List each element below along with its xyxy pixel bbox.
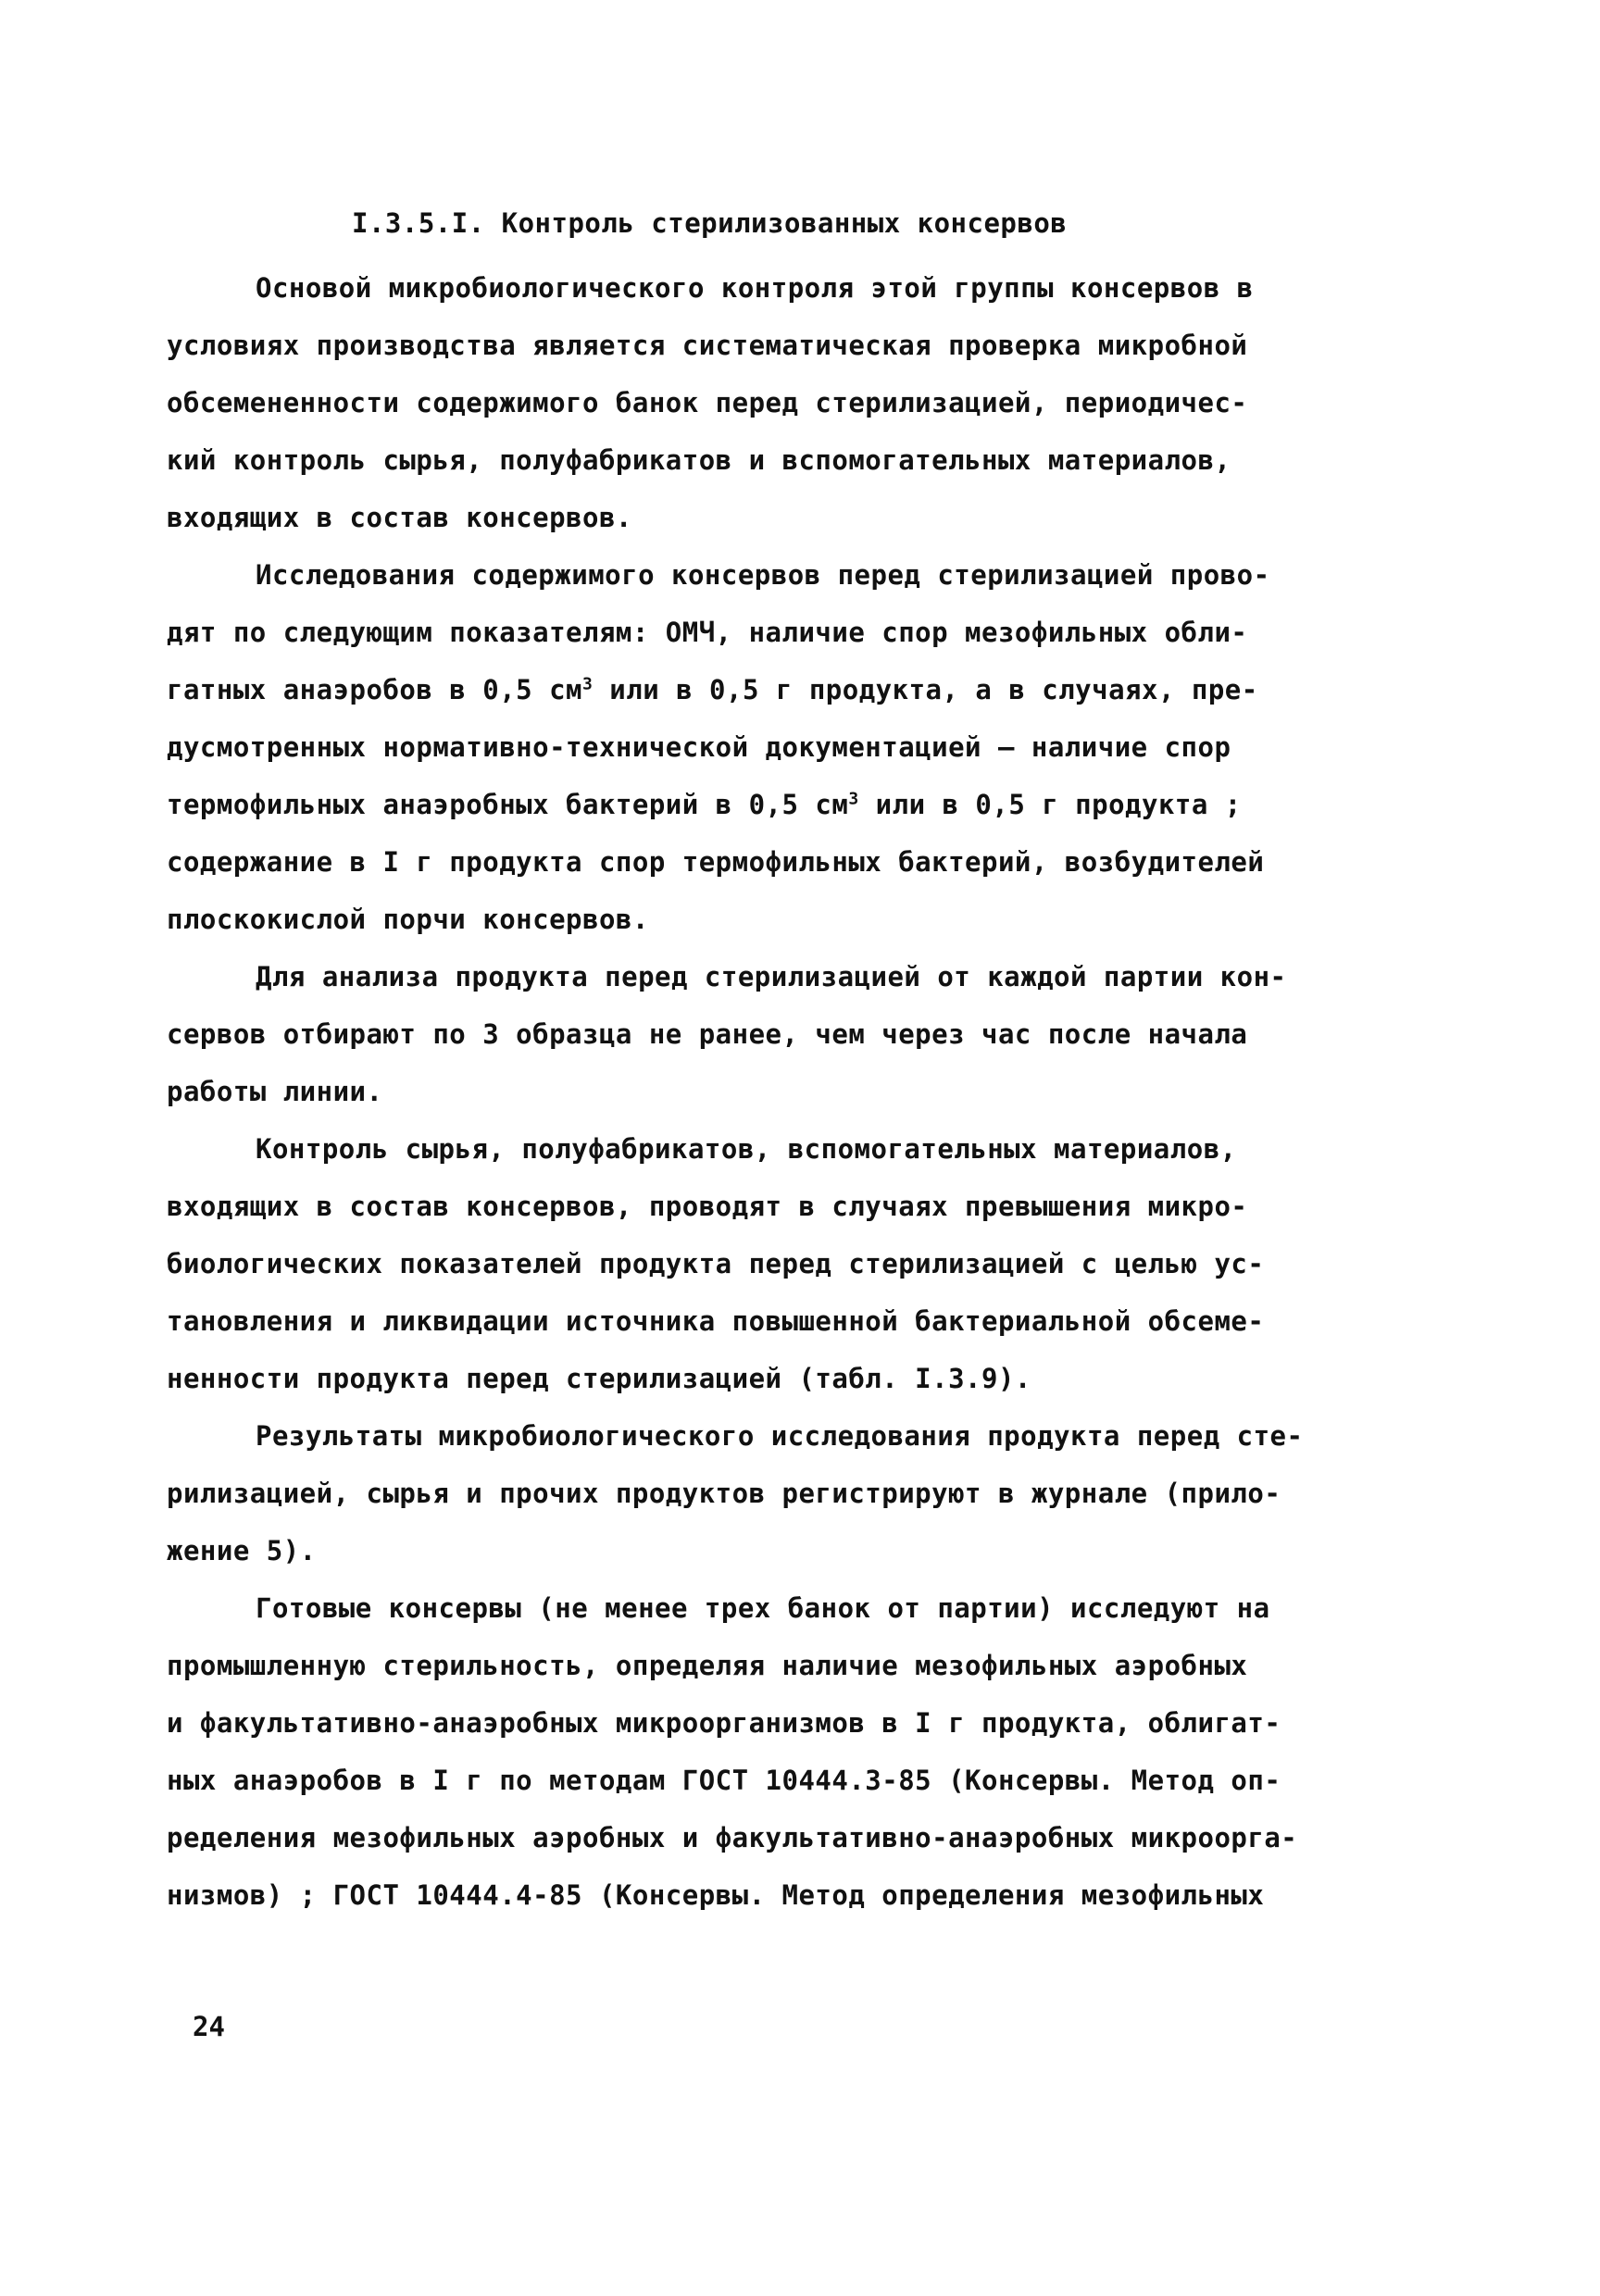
text-line	[167, 661, 1426, 718]
text-line	[167, 1752, 1426, 1809]
superscript: 3	[582, 674, 594, 694]
text-line	[167, 1866, 1426, 1924]
text-line-segment: ределения мезофильных аэробных и факультативно-анаэробных микроорга-	[167, 1822, 1298, 1853]
text-line	[167, 1178, 1426, 1235]
text-line	[167, 948, 1426, 1005]
text-line	[167, 1694, 1426, 1752]
text-line-segment: или в 0,5 г продукта ;	[858, 789, 1242, 820]
text-line-segment: или в 0,5 г продукта, а в случаях, пре-	[593, 674, 1258, 705]
text-line	[167, 1809, 1426, 1866]
text-line-segment: Контроль сырья, полуфабрикатов, вспомогательных материалов,	[256, 1133, 1237, 1165]
text-line	[167, 1120, 1426, 1178]
text-line	[167, 317, 1426, 374]
text-line-segment: Исследования содержимого консервов перед стерилизацией прово-	[256, 559, 1270, 591]
text-line-segment: тановления и ликвидации источника повышенной бактериальной обсеме-	[167, 1305, 1265, 1337]
text-line	[167, 891, 1426, 948]
text-line-segment: условиях производства является систематическая проверка микробной	[167, 330, 1248, 361]
section-heading: I.3.5.I. Контроль стерилизованных консервов	[352, 207, 1068, 239]
text-line-segment: обсемененности содержимого банок перед стерилизацией, периодичес-	[167, 387, 1248, 418]
text-line	[167, 1350, 1426, 1407]
text-line	[167, 1005, 1426, 1063]
text-line	[167, 718, 1426, 776]
text-line-segment: кий контроль сырья, полуфабрикатов и вспомогательных материалов,	[167, 444, 1231, 476]
text-line-segment: Основой микробиологического контроля этой группы консервов в	[256, 272, 1254, 304]
text-line-segment: гатных анаэробов в 0,5 см	[167, 674, 582, 705]
text-line	[167, 604, 1426, 661]
text-line	[167, 1292, 1426, 1350]
text-line	[167, 259, 1426, 317]
text-line-segment: термофильных анаэробных бактерий в 0,5 см	[167, 789, 849, 820]
text-line-segment: Для анализа продукта перед стерилизацией от каждой партии кон-	[256, 961, 1287, 992]
text-line	[167, 489, 1426, 546]
text-line	[167, 374, 1426, 431]
text-line	[167, 776, 1426, 833]
text-line-segment: работы линии.	[167, 1076, 383, 1107]
text-line	[167, 1522, 1426, 1579]
text-line	[167, 431, 1426, 489]
text-line-segment: жение 5).	[167, 1535, 317, 1566]
text-line	[167, 1579, 1426, 1637]
text-line-segment: входящих в состав консервов, проводят в случаях превышения микро-	[167, 1191, 1248, 1222]
text-line-segment: ных анаэробов в I г по методам ГОСТ 10444.3-85 (Консервы. Метод оп-	[167, 1765, 1281, 1796]
text-line-segment: содержание в I г продукта спор термофильных бактерий, возбудителей	[167, 846, 1265, 878]
text-line	[167, 546, 1426, 604]
text-line-segment: рилизацией, сырья и прочих продуктов регистрируют в журнале (прило-	[167, 1478, 1281, 1509]
text-line-segment: Готовые консервы (не менее трех банок от партии) исследуют на	[256, 1592, 1270, 1624]
text-line-segment: дят по следующим показателям: ОМЧ, наличие спор мезофильных обли-	[167, 617, 1248, 648]
text-line	[167, 1465, 1426, 1522]
text-line-segment: промышленную стерильность, определяя наличие мезофильных аэробных	[167, 1650, 1248, 1681]
page-number: 24	[193, 2011, 225, 2042]
text-line-segment: дусмотренных нормативно-технической документацией – наличие спор	[167, 731, 1231, 763]
text-line	[167, 1063, 1426, 1120]
body-text	[167, 259, 1426, 1924]
text-line	[167, 1637, 1426, 1694]
text-line-segment: биологических показателей продукта перед стерилизацией с целью ус-	[167, 1248, 1265, 1279]
text-line-segment: низмов) ; ГОСТ 10444.4-85 (Консервы. Метод определения мезофильных	[167, 1879, 1265, 1911]
superscript: 3	[848, 789, 859, 809]
text-line-segment: входящих в состав консервов.	[167, 502, 632, 533]
text-line-segment: сервов отбирают по 3 образца не ранее, чем через час после начала	[167, 1018, 1248, 1050]
text-line	[167, 1407, 1426, 1465]
text-line-segment: Результаты микробиологического исследования продукта перед сте-	[256, 1420, 1304, 1452]
text-line-segment: ненности продукта перед стерилизацией (табл. I.3.9).	[167, 1363, 1031, 1394]
text-line-segment: плоскокислой порчи консервов.	[167, 904, 649, 935]
text-line-segment: и факультативно-анаэробных микроорганизмов в I г продукта, облигат-	[167, 1707, 1281, 1739]
text-line	[167, 833, 1426, 891]
text-line	[167, 1235, 1426, 1292]
